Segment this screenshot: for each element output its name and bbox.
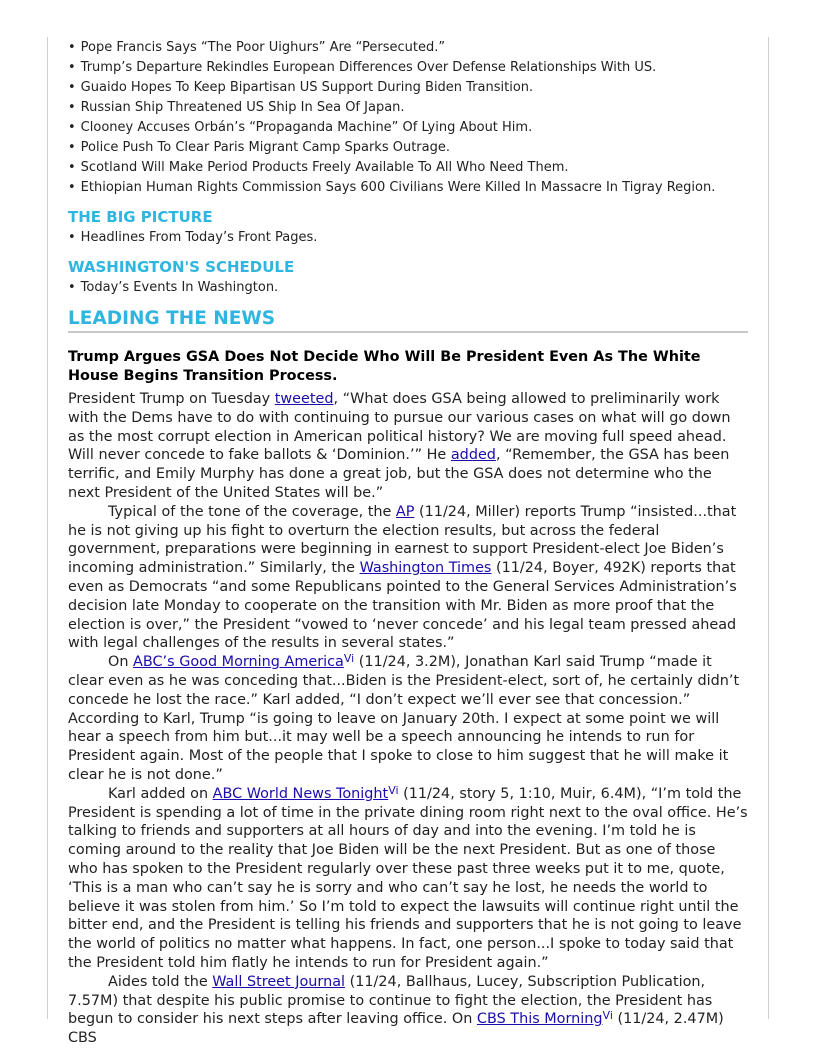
video-icon[interactable]: Vi bbox=[602, 1009, 613, 1023]
story-paragraph-4: Karl added on ABC World News Tonight$^{Vi}$ (11/24, story 5, 1:10, Muir, 6.4M), “I’m told the President is spending a lot of time in the private dining room right next to the oval office. He’s talking to friends and supporters at all hours of day and into the evening. I’m told he is coming around to the reality that Joe Biden will be the next President. But as one of those who has spoken to the President regularly over these past three weeks put it to me, quote, ‘This is a man who can’t say he is sorry and who can’t say he lost, he needs the world to believe it was stolen from him.’ So I’m told to expect the lawsuits will continue right until the bitter end, and the President is telling his friends and supporters that he is not going to leave the world of politics no matter what happens. In fact, one person...I spoke to today said that the President told him flatly he intends to run for President again.” bbox=[68, 783, 748, 971]
headline-list bbox=[68, 38, 748, 198]
story-paragraph-1: President Trump on Tuesday tweeted, “What does GSA being allowed to preliminarily work with the Dems have to do with continuing to pursue our various cases on what will go down as the most corrupt election in American political history? We are moving full speed ahead. Will never concede to fake ballots & ‘Dominion.’” He added, “Remember, the GSA has been terrific, and Emily Murphy has done a great job, but the GSA does not determine who the next President of the United States will be.” bbox=[68, 391, 731, 501]
story-headline: Trump Argues GSA Does Not Decide Who Will Be President Even As The White House Begins Transition Process. bbox=[68, 349, 701, 384]
good-morning-america-link[interactable]: ABC’s Good Morning America bbox=[133, 654, 344, 671]
headline-item[interactable]: • Scotland Will Make Period Products Freely Available To All Who Need Them. bbox=[68, 158, 748, 178]
schedule-heading: WASHINGTON'S SCHEDULE bbox=[68, 258, 295, 276]
schedule-list bbox=[68, 278, 748, 298]
headline-item[interactable]: • Russian Ship Threatened US Ship In Sea Of Japan. bbox=[68, 98, 748, 118]
washington-times-link[interactable]: Washington Times bbox=[359, 560, 492, 577]
world-news-tonight-link[interactable]: ABC World News Tonight bbox=[212, 785, 389, 802]
tweeted-link[interactable]: tweeted bbox=[274, 391, 334, 407]
video-icon[interactable]: Vi bbox=[388, 783, 399, 797]
headline-item[interactable]: • Guaido Hopes To Keep Bipartisan US Support During Biden Transition. bbox=[68, 78, 748, 98]
big-picture-heading: THE BIG PICTURE bbox=[68, 208, 213, 226]
story-paragraph-2: Typical of the tone of the coverage, the AP (11/24, Miller) reports Trump “insisted...that he is not giving up his fight to overturn the election results, but across the federal government, preparations were beginning in earnest to support President-elect Joe Biden’s incoming administration.” Similarly, the Washington Times (11/24, Boyer, 492K) reports that even as Democrats “and some Republicans pointed to the General Services Administration’s decision late Monday to cooperate on the transition with Mr. Biden as more proof that the election is over,” the President “vowed to ‘never concede’ and his legal team pressed ahead with legal challenges of the results in several states.” bbox=[68, 503, 737, 652]
schedule-item[interactable]: • Today’s Events In Washington. bbox=[68, 278, 748, 298]
headline-item[interactable]: • Police Push To Clear Paris Migrant Camp Sparks Outrage. bbox=[68, 138, 748, 158]
big-picture-list bbox=[68, 228, 748, 248]
video-icon[interactable]: Vi bbox=[343, 652, 355, 666]
page-border-left bbox=[47, 37, 48, 1019]
headline-item[interactable]: • Pope Francis Says “The Poor Uighurs” Are “Persecuted.” bbox=[68, 38, 748, 58]
ap-link[interactable]: AP bbox=[395, 503, 415, 520]
big-picture-item[interactable]: • Headlines From Today’s Front Pages. bbox=[68, 228, 748, 248]
headline-item[interactable]: • Trump’s Departure Rekindles European Differences Over Defense Relationships With US. bbox=[68, 58, 748, 78]
story-paragraph-3: On ABC’s Good Morning America$^{Vi}$ (11/24, 3.2M), Jonathan Karl said Trump “made it clear even as he was conceding that...Biden is the President-elect, sort of, he certainly didn’t concede he lost the race.” Karl added, “I don’t expect we’ll ever see that concession.” According to Karl, Trump “is going to leave on January 20th. I expect at some point we will hear a speech from him but...it may well be a speech announcing he intends to run for President again. Most of the people that I spoke to close to him suggest that he will make it clear he is not done.” bbox=[68, 652, 740, 783]
added-link[interactable]: added bbox=[450, 447, 496, 464]
cbs-this-morning-link[interactable]: CBS This Morning bbox=[476, 1011, 603, 1028]
document-body bbox=[68, 38, 748, 1048]
headline-item[interactable]: • Clooney Accuses Orbán’s “Propaganda Machine” Of Lying About Him. bbox=[68, 118, 748, 138]
story-paragraph-5: Aides told the Wall Street Journal (11/24, Ballhaus, Lucey, Subscription Publication, 7.57M) that despite his public promise to continue to fight the election, the President has begun to consider his next steps after leaving office. On CBS This Morning$^{Vi}$ (11/24, 2.47M) CBS bbox=[68, 973, 724, 1047]
headline-item[interactable]: • Ethiopian Human Rights Commission Says 600 Civilians Were Killed In Massacre In Tigray Region. bbox=[68, 178, 748, 198]
leading-the-news-heading: LEADING THE NEWS bbox=[68, 308, 748, 333]
wall-street-journal-link[interactable]: Wall Street Journal bbox=[212, 973, 346, 990]
page-border-right bbox=[768, 37, 769, 1019]
